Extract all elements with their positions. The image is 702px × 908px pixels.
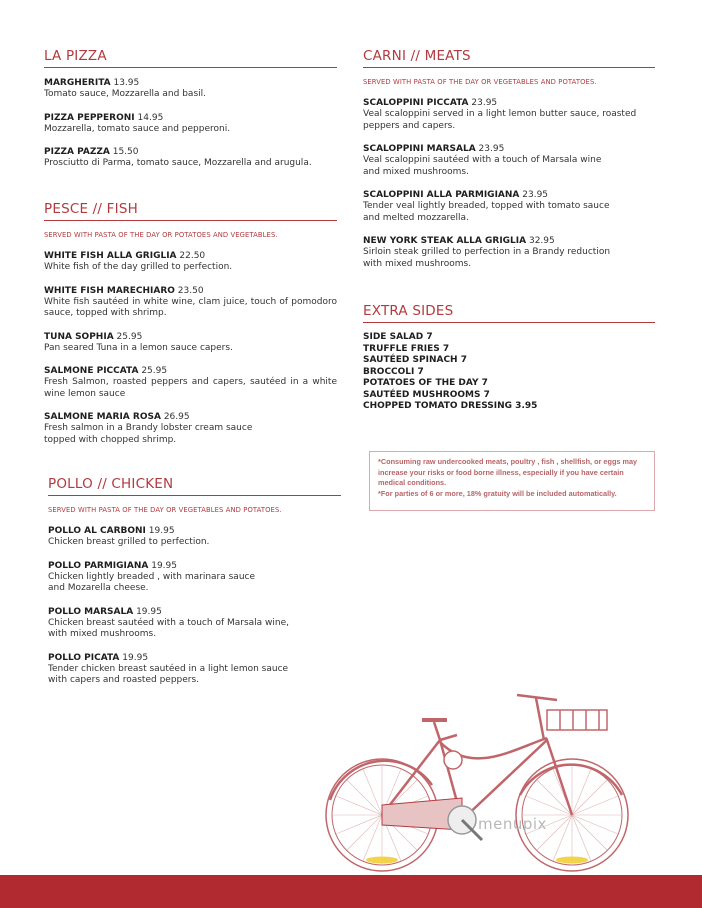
- menu-item: [363, 190, 655, 224]
- notice-line: increase your risks or food borne illness, especially if you have certain: [378, 467, 624, 477]
- menu-item: [44, 78, 337, 101]
- item-desc: topped with chopped shrimp.: [44, 434, 177, 445]
- item-name: SALMONE MARIA ROSA: [44, 412, 161, 422]
- item-desc: and melted mozzarella.: [363, 212, 469, 223]
- basket: [547, 710, 607, 730]
- item-desc: White fish sautéed in white wine, clam juice, touch of pomodoro sauce, topped with shrimp.: [44, 296, 337, 318]
- fish-section: [44, 201, 337, 446]
- item-price: 13.95: [113, 78, 140, 88]
- item-price: 15.50: [112, 147, 139, 157]
- item-price: 23.50: [177, 285, 204, 296]
- item-desc: with mixed mushrooms.: [363, 258, 472, 269]
- item-desc: peppers and capers.: [363, 120, 456, 131]
- item-desc: and mixed mushrooms.: [363, 166, 469, 177]
- menu-item: [44, 251, 337, 274]
- rear-reflector: [366, 857, 398, 864]
- meats-title: CARNI // MEATS: [363, 48, 655, 68]
- item-price: 22.50: [179, 251, 206, 261]
- item-desc: Chicken breast grilled to perfection.: [48, 537, 210, 547]
- item-desc: with capers and roasted peppers.: [48, 675, 200, 685]
- side-item: CHOPPED TOMATO DRESSING 3.95: [363, 401, 538, 411]
- front-reflector: [556, 857, 588, 864]
- item-desc: and Mozarella cheese.: [48, 583, 149, 593]
- meats-section: [363, 48, 655, 270]
- item-name: SCALOPPINI MARSALA: [363, 144, 476, 154]
- side-item: TRUFFLE FRIES 7: [363, 343, 450, 354]
- meats-note: SERVED WITH PASTA OF THE DAY OR VEGETABLES AND POTATOES.: [363, 78, 597, 86]
- item-price: 26.95: [163, 412, 190, 422]
- notice-line: *Consuming raw undercooked meats, poultry , fish , shellfish, or eggs may: [378, 457, 638, 466]
- side-item: SAUTÉED SPINACH 7: [363, 355, 467, 365]
- item-desc: with mixed mushrooms.: [48, 629, 157, 639]
- item-name: POLLO PARMIGIANA: [48, 560, 149, 571]
- chicken-title: POLLO // CHICKEN: [48, 476, 341, 496]
- item-desc: Tender veal lightly breaded, topped with tomato sauce: [363, 201, 610, 211]
- item-desc: White fish of the day grilled to perfection.: [44, 262, 233, 272]
- side-item: BROCCOLI 7: [363, 366, 424, 377]
- side-item: SAUTÉED MUSHROOMS 7: [363, 389, 490, 400]
- item-desc: Veal scaloppini served in a light lemon butter sauce, roasted: [363, 109, 637, 119]
- item-price: 14.95: [137, 112, 164, 123]
- menu-item: [48, 653, 341, 687]
- pizza-title: LA PIZZA: [44, 48, 337, 68]
- item-desc: Chicken lightly breaded , with marinara sauce: [48, 571, 256, 582]
- item-name: MARGHERITA: [44, 78, 111, 88]
- menu-item: [44, 412, 337, 446]
- footer-bar: [0, 875, 702, 908]
- item-name: PIZZA PAZZA: [44, 147, 110, 157]
- item-price: 23.95: [478, 144, 505, 154]
- notice-line: medical conditions.: [378, 478, 447, 488]
- item-price: 32.95: [528, 236, 555, 246]
- item-name: SCALOPPINI ALLA PARMIGIANA: [363, 190, 520, 200]
- item-desc: Veal scaloppini sautéed with a touch of Marsala wine: [363, 155, 602, 165]
- front-fender: [520, 765, 622, 795]
- menu-item: [363, 144, 655, 178]
- item-price: 19.95: [136, 606, 162, 617]
- item-desc: Pan seared Tuna in a lemon sauce capers.: [44, 342, 233, 353]
- item-desc: Tomato sauce, Mozzarella and basil.: [44, 89, 206, 99]
- menu-item: [48, 607, 341, 641]
- item-price: 23.95: [522, 190, 549, 200]
- pizza-section: [44, 48, 337, 170]
- item-desc: Sirloin steak grilled to perfection in a Brandy reduction: [363, 247, 611, 257]
- item-name: SCALOPPINI PICCATA: [363, 98, 469, 108]
- item-name: PIZZA PEPPERONI: [44, 112, 135, 123]
- side-item: POTATOES OF THE DAY 7: [363, 378, 488, 388]
- menu-item: [44, 366, 337, 400]
- menu-item: [44, 147, 337, 170]
- fish-note: SERVED WITH PASTA OF THE DAY OR POTATOES AND VEGETABLES.: [44, 231, 278, 239]
- bicycle-illustration: [322, 680, 662, 875]
- item-desc: Mozzarella, tomato sauce and pepperoni.: [44, 123, 231, 134]
- item-desc: Chicken breast sautéed with a touch of Marsala wine,: [48, 617, 290, 628]
- menu-item: [48, 526, 341, 549]
- menu-item: [44, 286, 337, 320]
- menu-item: [44, 332, 337, 355]
- menu-item: [363, 98, 655, 132]
- item-desc: Fresh salmon in a Brandy lobster cream sauce: [44, 423, 253, 433]
- item-desc: Tender chicken breast sautéed in a light lemon sauce: [48, 663, 289, 674]
- item-name: TUNA SOPHIA: [44, 331, 114, 342]
- sides-title: EXTRA SIDES: [363, 303, 655, 323]
- menu-item: [48, 561, 341, 595]
- fish-title: PESCE // FISH: [44, 201, 337, 221]
- item-name: SALMONE PICCATA: [44, 366, 139, 376]
- item-price: 25.95: [141, 366, 168, 376]
- side-item: SIDE SALAD 7: [363, 332, 433, 342]
- item-price: 23.95: [471, 98, 498, 108]
- logo-badge: [444, 751, 462, 769]
- allergy-notice: [369, 451, 655, 511]
- menu-item: [363, 236, 655, 270]
- notice-line: *For parties of 6 or more, 18% gratuity will be included automatically.: [378, 488, 617, 498]
- item-price: 19.95: [151, 560, 177, 571]
- item-price: 19.95: [148, 526, 175, 536]
- sides-section: [363, 303, 655, 413]
- item-name: POLLO AL CARBONI: [48, 526, 146, 536]
- item-name: WHITE FISH MARECHIARO: [44, 285, 175, 296]
- chicken-note: SERVED WITH PASTA OF THE DAY OR VEGETABLES AND POTATOES.: [48, 506, 282, 514]
- chicken-section: [48, 476, 341, 687]
- item-price: 25.95: [116, 331, 143, 342]
- item-name: POLLO MARSALA: [48, 606, 134, 617]
- item-name: WHITE FISH ALLA GRIGLIA: [44, 251, 177, 261]
- item-price: 19.95: [122, 652, 149, 663]
- spokes: [332, 765, 622, 865]
- item-desc: Fresh Salmon, roasted peppers and capers, sautéed in a white wine lemon sauce: [44, 377, 337, 399]
- frame: [382, 695, 572, 820]
- item-desc: Prosciutto di Parma, tomato sauce, Mozzarella and arugula.: [44, 158, 312, 168]
- menu-item: [44, 113, 337, 136]
- watermark: menupix: [478, 815, 547, 833]
- sides-list: [363, 332, 655, 413]
- item-name: NEW YORK STEAK ALLA GRIGLIA: [363, 236, 527, 246]
- item-name: POLLO PICATA: [48, 652, 120, 663]
